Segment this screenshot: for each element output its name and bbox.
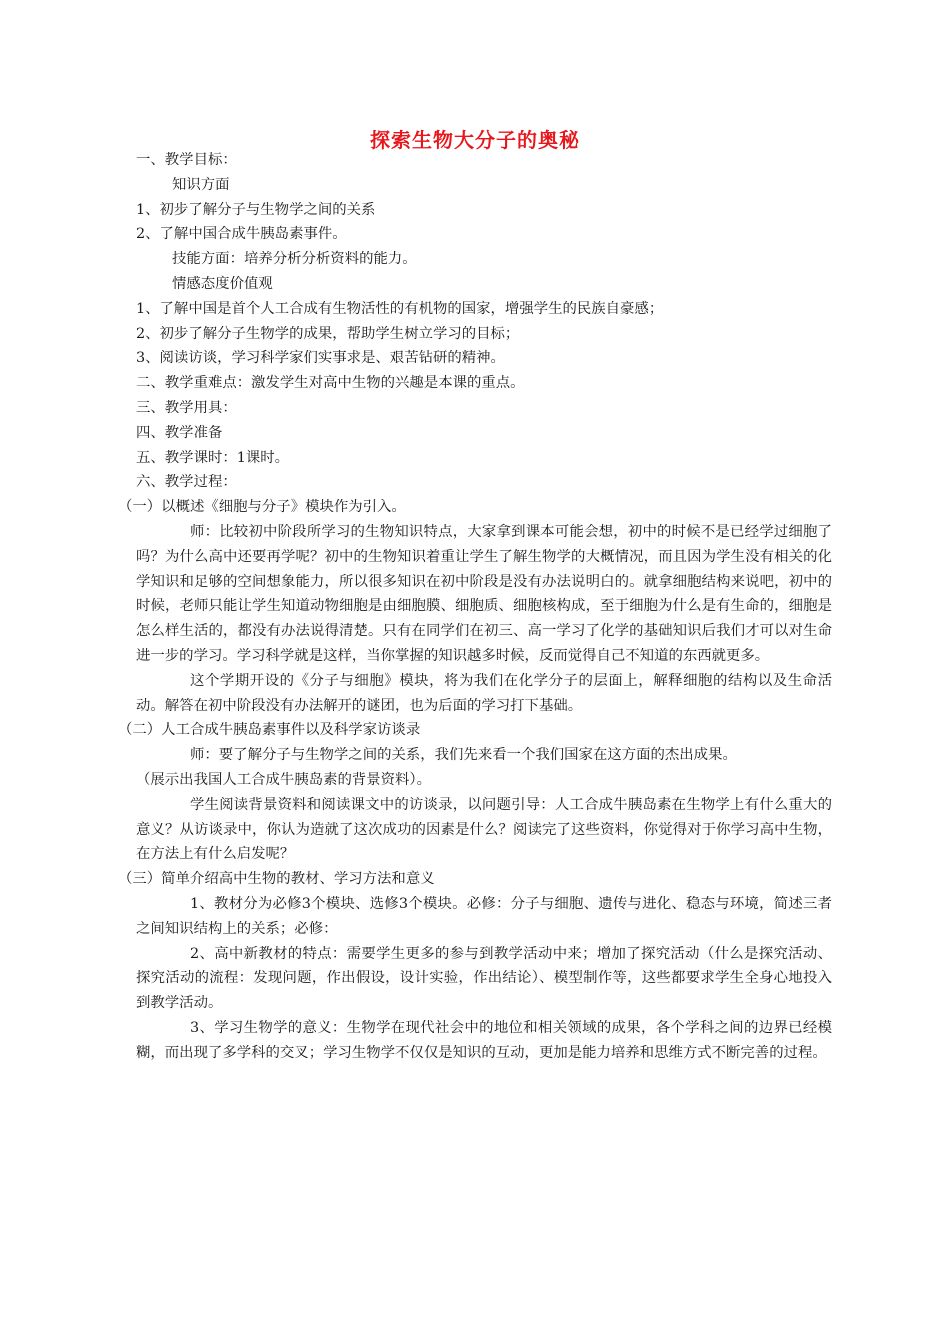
list-item: 1、了解中国是首个人工合成有生物活性的有机物的国家，增强学生的民族自豪感；: [136, 300, 664, 317]
list-item: 2、了解中国合成牛胰岛素事件。: [136, 226, 347, 243]
paragraph: 3、学习生物学的意义：生物学在现代社会中的地位和相关领域的成果，各个学科之间的边界已经模糊，而出现了多学科的交叉；学习生物学不仅仅是知识的互动，更加是能力培养和思维方式不断完善的过程。: [136, 1019, 832, 1061]
subheading-attitude: 情感态度价值观: [172, 275, 273, 292]
paragraph: 师：要了解分子与生物学之间的关系，我们先来看一个我们国家在这方面的杰出成果。: [190, 747, 737, 764]
paragraph: 师：比较初中阶段所学习的生物知识特点，大家拿到课本可能会想，初中的时候不是已经学过细胞了吗？为什么高中还要再学呢？初中的生物知识着重让学生了解生物学的大概情况，而且因为学生没有相关的化学知识和足够的空间想象能力，所以很多知识在初中阶段是没有办法说明白的。就拿细胞结构来说吧，初中的时候，老师只能让学生知道动物细胞是由细胞膜、细胞质、细胞核构成，至于细胞为什么是有生命的，细胞是怎么样生活的，都没有办法说得清楚。只有在同学们在初三、高一学习了化学的基础知识后我们才可以对生命进一步的学习。学习科学就是这样，当你掌握的知识越多时候，反而觉得自己不知道的东西就更多。: [136, 523, 832, 664]
section-heading-hours: 五、教学课时：1课时。: [136, 449, 290, 466]
list-item: 2、初步了解分子生物学的成果，帮助学生树立学习的目标；: [136, 325, 520, 342]
document-title: 探索生物大分子的奥秘: [370, 128, 580, 152]
paragraph-note: （展示出我国人工合成牛胰岛素的背景资料）。: [136, 771, 432, 788]
list-item: 1、初步了解分子与生物学之间的关系: [136, 201, 376, 218]
section-heading-process: 六、教学过程：: [136, 474, 237, 491]
subheading-skills: 技能方面：培养分析分析资料的能力。: [172, 251, 417, 268]
paragraph: 2、高中新教材的特点：需要学生更多的参与到教学活动中来；增加了探究活动（什么是探究活动、探究活动的流程：发现问题，作出假设，设计实验，作出结论）、模型制作等，这些都要求学生全身心地投入到教学活动。: [136, 945, 832, 1012]
part-heading-1: （一）以概述《细胞与分子》模块作为引入。: [118, 499, 406, 516]
subheading-knowledge: 知识方面: [172, 176, 230, 193]
section-heading-objectives: 一、教学目标：: [136, 152, 237, 168]
list-item: 3、阅读访谈，学习科学家们实事求是、艰苦钻研的精神。: [136, 350, 505, 367]
paragraph: 这个学期开设的《分子与细胞》模块，将为我们在化学分子的层面上，解释细胞的结构以及生命活动。解答在初中阶段没有办法解开的谜团，也为后面的学习打下基础。: [136, 672, 832, 714]
paragraph: 学生阅读背景资料和阅读课文中的访谈录，以问题引导：人工合成牛胰岛素在生物学上有什么重大的意义？从访谈录中，你认为造就了这次成功的因素是什么？阅读完了这些资料，你觉得对于你学习高中生物，在方法上有什么启发呢？: [136, 796, 832, 863]
part-heading-2: （二）人工合成牛胰岛素事件以及科学家访谈录: [118, 722, 421, 739]
document-body: [118, 148, 832, 1065]
part-heading-3: （三）简单介绍高中生物的教材、学习方法和意义: [118, 871, 435, 888]
paragraph: 1、教材分为必修3个模块、选修3个模块。必修：分子与细胞、遗传与进化、稳态与环境，简述三者之间知识结构上的关系；必修：: [136, 895, 832, 937]
section-heading-key-points: 二、教学重难点：激发学生对高中生物的兴趣是本课的重点。: [136, 375, 525, 392]
section-heading-preparation: 四、教学准备: [136, 424, 223, 441]
section-heading-tools: 三、教学用具：: [136, 399, 237, 416]
